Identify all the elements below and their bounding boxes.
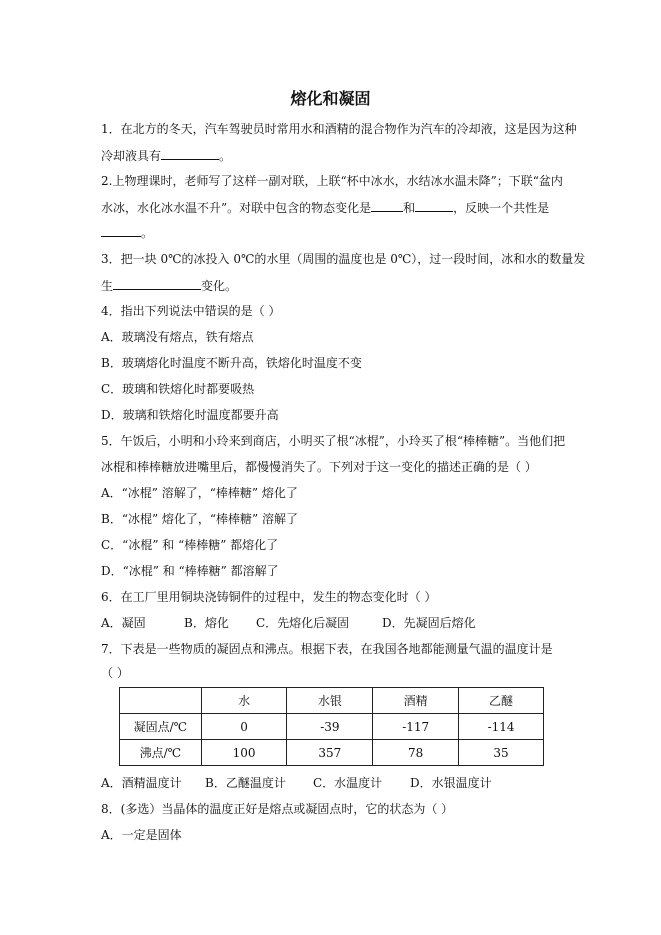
page-title: 熔化和凝固 — [290, 89, 371, 108]
q5-option-d: D．“冰棍” 和 “棒棒糖” 都溶解了 — [101, 564, 279, 578]
table-header-cell: 乙醚 — [459, 688, 544, 714]
table-cell: 35 — [459, 740, 544, 766]
q8-option-a: A．一定是固体 — [101, 828, 182, 842]
q5-option-b: B．“冰棍” 熔化了，“棒棒糖” 溶解了 — [101, 512, 298, 526]
q2-line1: 2.上物理课时，老师写了这样一副对联，上联“杯中冰水，水结冰水温未降”；下联“盆内 — [101, 174, 563, 188]
q2-answer-blank-3 — [101, 224, 141, 237]
table-cell: 357 — [287, 740, 373, 766]
q2-answer-blank-1 — [371, 199, 403, 212]
table-header-cell: 水 — [201, 688, 287, 714]
q6-option-d: D．先凝固后熔化 — [382, 616, 476, 630]
q3-text-b: 变化。 — [201, 279, 238, 293]
table-header-cell: 酒精 — [373, 688, 459, 714]
table-cell: -117 — [373, 714, 459, 740]
q5-option-c: C．“冰棍” 和 “棒棒糖” 都熔化了 — [101, 538, 279, 552]
q8-stem: 8．(多选）当晶体的温度正好是熔点或凝固点时，它的状态为（ ） — [101, 802, 454, 816]
q1-text-b: 。 — [219, 149, 232, 163]
q7-option-b: B．乙醚温度计 — [205, 776, 286, 790]
q5-line2: 冰棍和棒棒糖放进嘴里后，都慢慢消失了。下列对于这一变化的描述正确的是（ ） — [101, 460, 537, 474]
q6-stem: 6．在工厂里用铜块浇铸铜件的过程中，发生的物态变化时（ ） — [101, 590, 437, 604]
q7-line1: 7．下表是一些物质的凝固点和沸点。根据下表，在我国各地都能测量气温的温度计是 — [101, 642, 553, 656]
q2-text-b: 和 — [403, 201, 416, 215]
table-cell: -114 — [459, 714, 544, 740]
q6-option-a: A．凝固 — [101, 616, 146, 630]
q1-text-a: 冷却液具有 — [101, 149, 162, 163]
table-cell: 0 — [201, 714, 287, 740]
q3-text-a: 生 — [101, 279, 114, 293]
q2-text-a: 水冰，水化冰水温不升”。对联中包含的物态变化是 — [101, 201, 372, 215]
table-header-row — [120, 688, 544, 714]
table-row-label: 凝固点/℃ — [120, 714, 202, 740]
q1-line1: 1．在北方的冬天，汽车驾驶员时常用水和酒精的混合物作为汽车的冷却液，这是因为这种 — [101, 122, 577, 136]
q2-text-c: ，反映一个共性是 — [453, 201, 550, 215]
table-cell: 78 — [373, 740, 459, 766]
table-row — [120, 740, 544, 766]
q2-answer-blank-2 — [415, 199, 453, 212]
q7-option-c: C．水温度计 — [313, 776, 383, 790]
table-row-label: 沸点/℃ — [120, 740, 202, 766]
table-header-cell: 水银 — [287, 688, 373, 714]
q4-option-d: D．玻璃和铁熔化时温度都要升高 — [101, 408, 279, 422]
q5-option-a: A．“冰棍” 溶解了，“棒棒糖” 熔化了 — [101, 486, 298, 500]
table-cell: -39 — [287, 714, 373, 740]
q3-line2 — [101, 277, 571, 294]
q3-answer-blank — [113, 277, 201, 290]
q1-line2 — [101, 147, 571, 164]
table-row — [120, 714, 544, 740]
q5-line1: 5．午饭后，小明和小玲来到商店，小明买了根“冰棍”，小玲买了根“棒棒糖”。当他们把 — [101, 434, 566, 448]
q6-option-b: B．熔化 — [184, 616, 229, 630]
q6-options — [101, 615, 571, 631]
table-header-cell — [120, 688, 202, 714]
q7-option-d: D．水银温度计 — [410, 776, 492, 790]
q6-option-c: C．先熔化后凝固 — [256, 616, 350, 630]
q7-options — [101, 775, 571, 791]
q4-stem: 4．指出下列说法中错误的是（ ） — [101, 304, 281, 318]
q2-line2 — [101, 199, 571, 216]
q7-line2: （ ） — [101, 666, 129, 680]
q2-text-d: 。 — [141, 226, 154, 240]
table-cell: 100 — [201, 740, 287, 766]
q4-option-a: A．玻璃没有熔点，铁有熔点 — [101, 330, 254, 344]
q4-option-b: B．玻璃熔化时温度不断升高，铁熔化时温度不变 — [101, 356, 362, 370]
q1-answer-blank — [161, 147, 219, 160]
q4-option-c: C．玻璃和铁熔化时都要吸热 — [101, 382, 255, 396]
q7-option-a: A．酒精温度计 — [101, 776, 182, 790]
q3-line1: 3．把一块 0℃的冰投入 0℃的水里（周围的温度也是 0℃），过一段时间，冰和水的数量发 — [101, 252, 586, 266]
substance-table — [119, 687, 544, 766]
q2-line3 — [101, 224, 571, 241]
